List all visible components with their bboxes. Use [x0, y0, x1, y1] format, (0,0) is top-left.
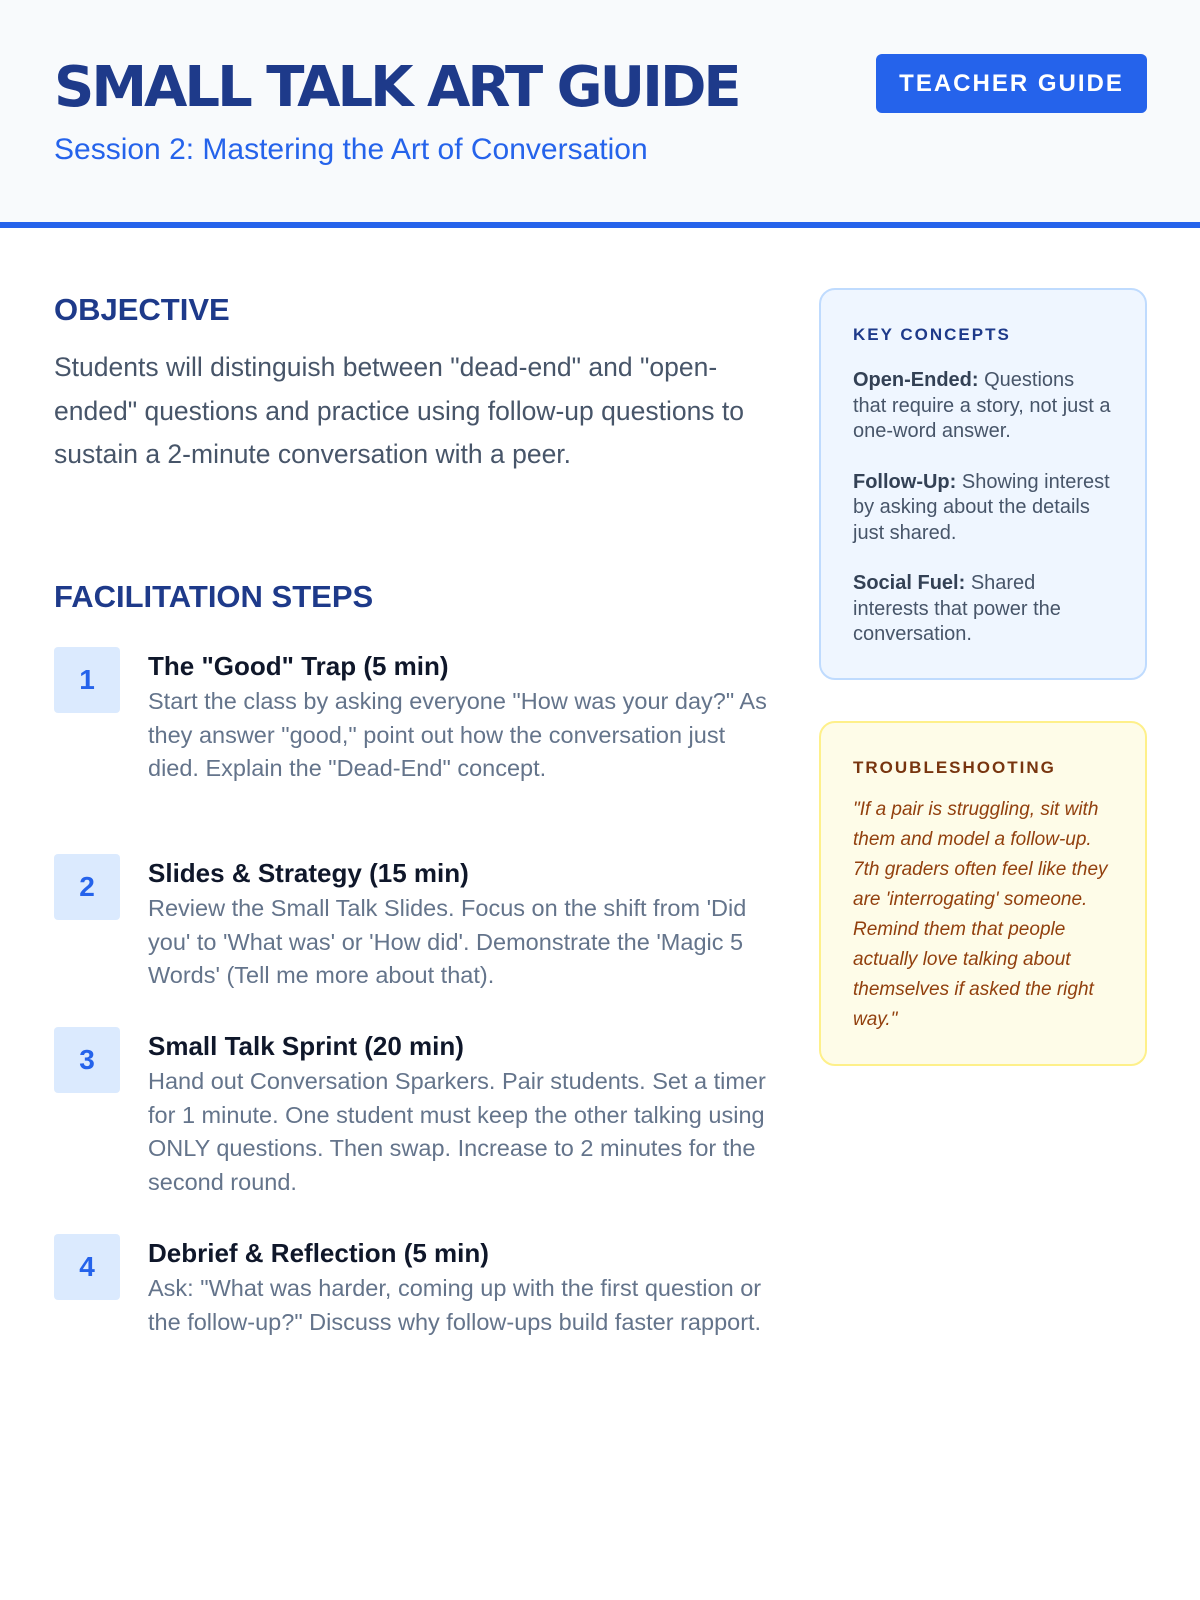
step-number-badge: 1 [54, 647, 120, 713]
step-title: Small Talk Sprint (20 min) [148, 1031, 464, 1061]
page-subtitle: Session 2: Mastering the Art of Conversation [54, 133, 648, 166]
concept-item [853, 470, 1113, 547]
concept-definition: Showing interest by asking about the details just shared. [853, 470, 1110, 544]
concept-term: Open-Ended: [853, 369, 979, 391]
concept-definition: Shared interests that power the conversation. [853, 572, 1061, 645]
concept-definition: Questions that require a story, not just a one-word answer. [853, 369, 1111, 442]
step-item [54, 1027, 774, 1207]
facilitation-steps-heading: FACILITATION STEPS [54, 579, 374, 614]
step-description: Review the Small Talk Slides. Focus on the shift from 'Did you' to 'What was' or 'How did'. Demonstrate the 'Magic 5 Words' (Tell me more about that). [148, 895, 747, 988]
troubleshooting-card [819, 721, 1147, 1066]
step-item [54, 854, 774, 1004]
objective-heading: OBJECTIVE [54, 292, 230, 327]
step-description: Start the class by asking everyone "How was your day?" As they answer "good," point out how the conversation just died. Explain the "Dead-End" concept. [148, 688, 767, 781]
step-item [54, 647, 774, 827]
step-description: Ask: "What was harder, coming up with the first question or the follow-up?" Discuss why follow-ups build faster rapport. [148, 1275, 762, 1335]
troubleshooting-label: TROUBLESHOOTING [853, 758, 1056, 777]
troubleshooting-quote: "If a pair is struggling, sit with them and model a follow-up. 7th graders often feel like they are 'interrogating' someone. Remind them that people actually love talking about themselves if asked the right way." [853, 799, 1108, 1030]
concept-item [853, 571, 1113, 648]
objective-text: Students will distinguish between "dead-end" and "open-ended" questions and practice using follow-up questions to sustain a 2-minute conversation with a peer. [54, 352, 745, 469]
step-description: Hand out Conversation Sparkers. Pair students. Set a timer for 1 minute. One student must keep the other talking using ONLY questions. Then swap. Increase to 2 minutes for the second round. [148, 1068, 766, 1195]
step-title: The "Good" Trap (5 min) [148, 651, 449, 681]
key-concepts-card [819, 288, 1147, 680]
teacher-guide-badge: TEACHER GUIDE [876, 54, 1147, 113]
step-number-badge: 2 [54, 854, 120, 920]
page-header [0, 0, 1200, 228]
concept-term: Social Fuel: [853, 572, 966, 594]
step-title: Debrief & Reflection (5 min) [148, 1238, 489, 1268]
step-number-badge: 4 [54, 1234, 120, 1300]
concept-item [853, 368, 1113, 445]
concept-term: Follow-Up: [853, 470, 957, 493]
page-title: SMALL TALK ART GUIDE [54, 55, 739, 120]
step-number-badge: 3 [54, 1027, 120, 1093]
step-item [54, 1234, 774, 1384]
key-concepts-label: KEY CONCEPTS [853, 325, 1011, 344]
step-title: Slides & Strategy (15 min) [148, 858, 469, 888]
